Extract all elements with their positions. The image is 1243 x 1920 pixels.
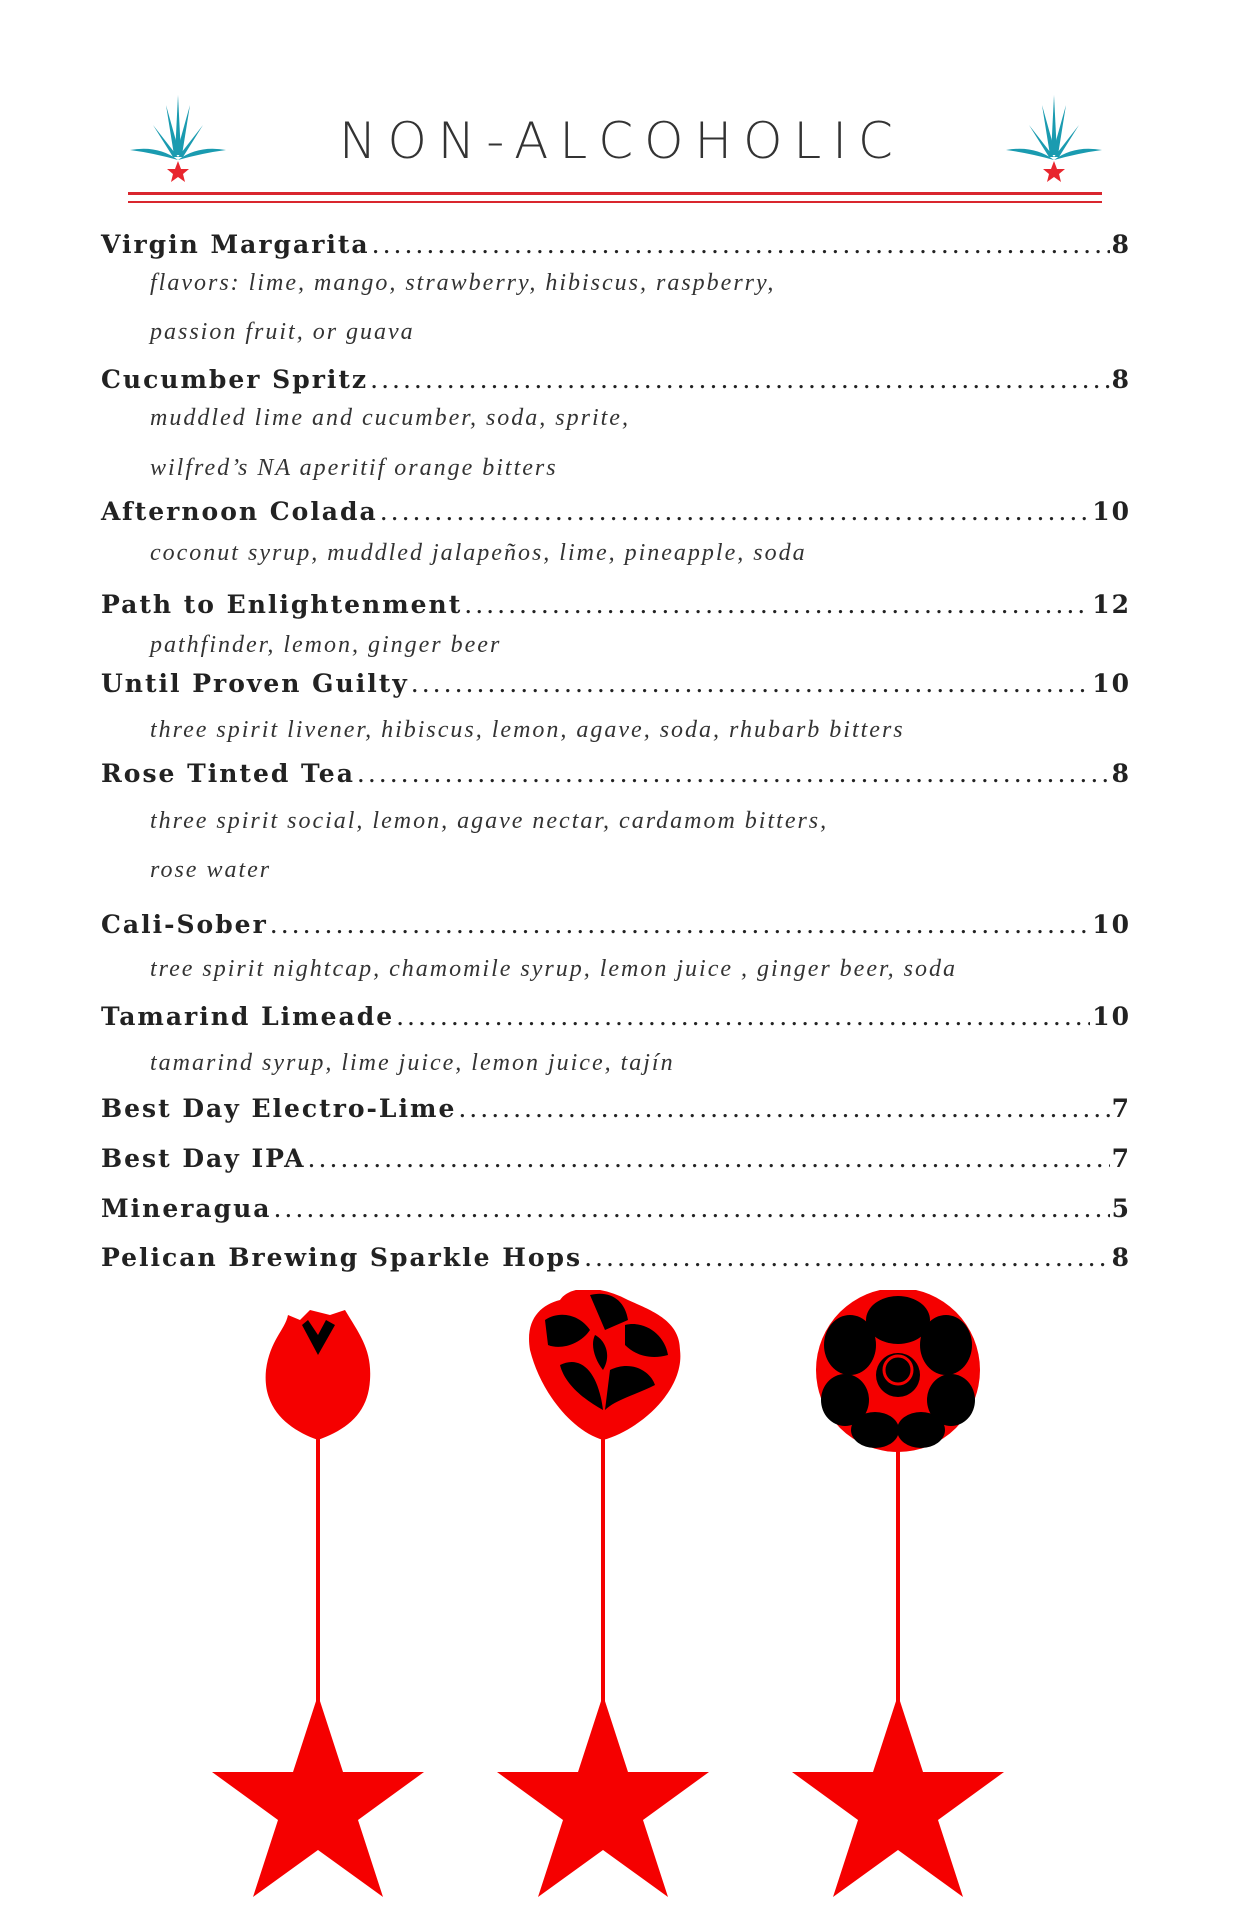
dot-leader — [308, 1144, 1110, 1173]
item-description: tamarind syrup, lime juice, lemon juice, tajín — [150, 1050, 675, 1076]
menu-item — [101, 1094, 1131, 1123]
flower-illustration — [0, 1290, 1243, 1920]
dot-leader — [273, 1194, 1109, 1223]
page-title: NON-ALCOHOLIC — [339, 112, 904, 170]
item-name: Cucumber Spritz — [101, 365, 369, 394]
item-price: 8 — [1111, 230, 1131, 259]
item-price: 10 — [1092, 497, 1131, 526]
item-description: coconut syrup, muddled jalapeños, lime, pineapple, soda — [150, 540, 807, 566]
dot-leader — [370, 365, 1109, 394]
item-description: three spirit livener, hibiscus, lemon, agave, soda, rhubarb bitters — [150, 717, 905, 743]
item-description: muddled lime and cucumber, soda, sprite, — [150, 405, 630, 431]
menu-item — [101, 1002, 1131, 1031]
dot-leader — [380, 497, 1091, 526]
half-bloom-rose-icon — [497, 1290, 709, 1897]
item-description: rose water — [150, 857, 272, 883]
dot-leader — [270, 910, 1090, 939]
item-name: Best Day IPA — [101, 1144, 306, 1173]
full-bloom-rose-icon — [792, 1290, 1004, 1897]
divider — [128, 192, 1102, 195]
item-description: three spirit social, lemon, agave nectar, cardamom bitters, — [150, 808, 829, 834]
menu-item — [101, 590, 1131, 619]
dot-leader — [464, 590, 1090, 619]
item-price: 10 — [1092, 910, 1131, 939]
menu-item — [101, 910, 1131, 939]
item-name: Rose Tinted Tea — [101, 759, 355, 788]
rosebud-icon — [212, 1310, 424, 1897]
item-price: 8 — [1111, 759, 1131, 788]
menu-item — [101, 230, 1131, 259]
item-price: 5 — [1111, 1194, 1131, 1223]
item-price: 7 — [1111, 1144, 1131, 1173]
item-name: Pelican Brewing Sparkle Hops — [101, 1243, 583, 1272]
dot-leader — [372, 230, 1110, 259]
item-name: Virgin Margarita — [101, 230, 370, 259]
menu-item — [101, 759, 1131, 788]
item-price: 10 — [1092, 669, 1131, 698]
item-name: Mineragua — [101, 1194, 272, 1223]
dot-leader — [396, 1002, 1090, 1031]
item-price: 8 — [1111, 1243, 1131, 1272]
item-price: 10 — [1092, 1002, 1131, 1031]
item-description: flavors: lime, mango, strawberry, hibiscus, raspberry, — [150, 270, 776, 296]
dot-leader — [357, 759, 1110, 788]
menu-item — [101, 365, 1131, 394]
item-name: Best Day Electro-Lime — [101, 1094, 457, 1123]
item-name: Until Proven Guilty — [101, 669, 409, 698]
item-price: 12 — [1092, 590, 1131, 619]
item-description: tree spirit nightcap, chamomile syrup, lemon juice , ginger beer, soda — [150, 956, 958, 982]
menu-item — [101, 669, 1131, 698]
item-description: passion fruit, or guava — [150, 319, 415, 345]
dot-leader — [411, 669, 1090, 698]
menu-item — [101, 1243, 1131, 1272]
item-name: Cali-Sober — [101, 910, 268, 939]
menu-item — [101, 1144, 1131, 1173]
item-price: 8 — [1111, 365, 1131, 394]
item-price: 7 — [1111, 1094, 1131, 1123]
menu-item — [101, 497, 1131, 526]
item-description: wilfred’s NA aperitif orange bitters — [150, 455, 558, 481]
divider — [128, 201, 1102, 203]
item-name: Path to Enlightenment — [101, 590, 463, 619]
menu-item — [101, 1194, 1131, 1223]
item-description: pathfinder, lemon, ginger beer — [150, 632, 502, 658]
item-name: Afternoon Colada — [101, 497, 378, 526]
dot-leader — [458, 1094, 1109, 1123]
dot-leader — [584, 1243, 1109, 1272]
item-name: Tamarind Limeade — [101, 1002, 395, 1031]
